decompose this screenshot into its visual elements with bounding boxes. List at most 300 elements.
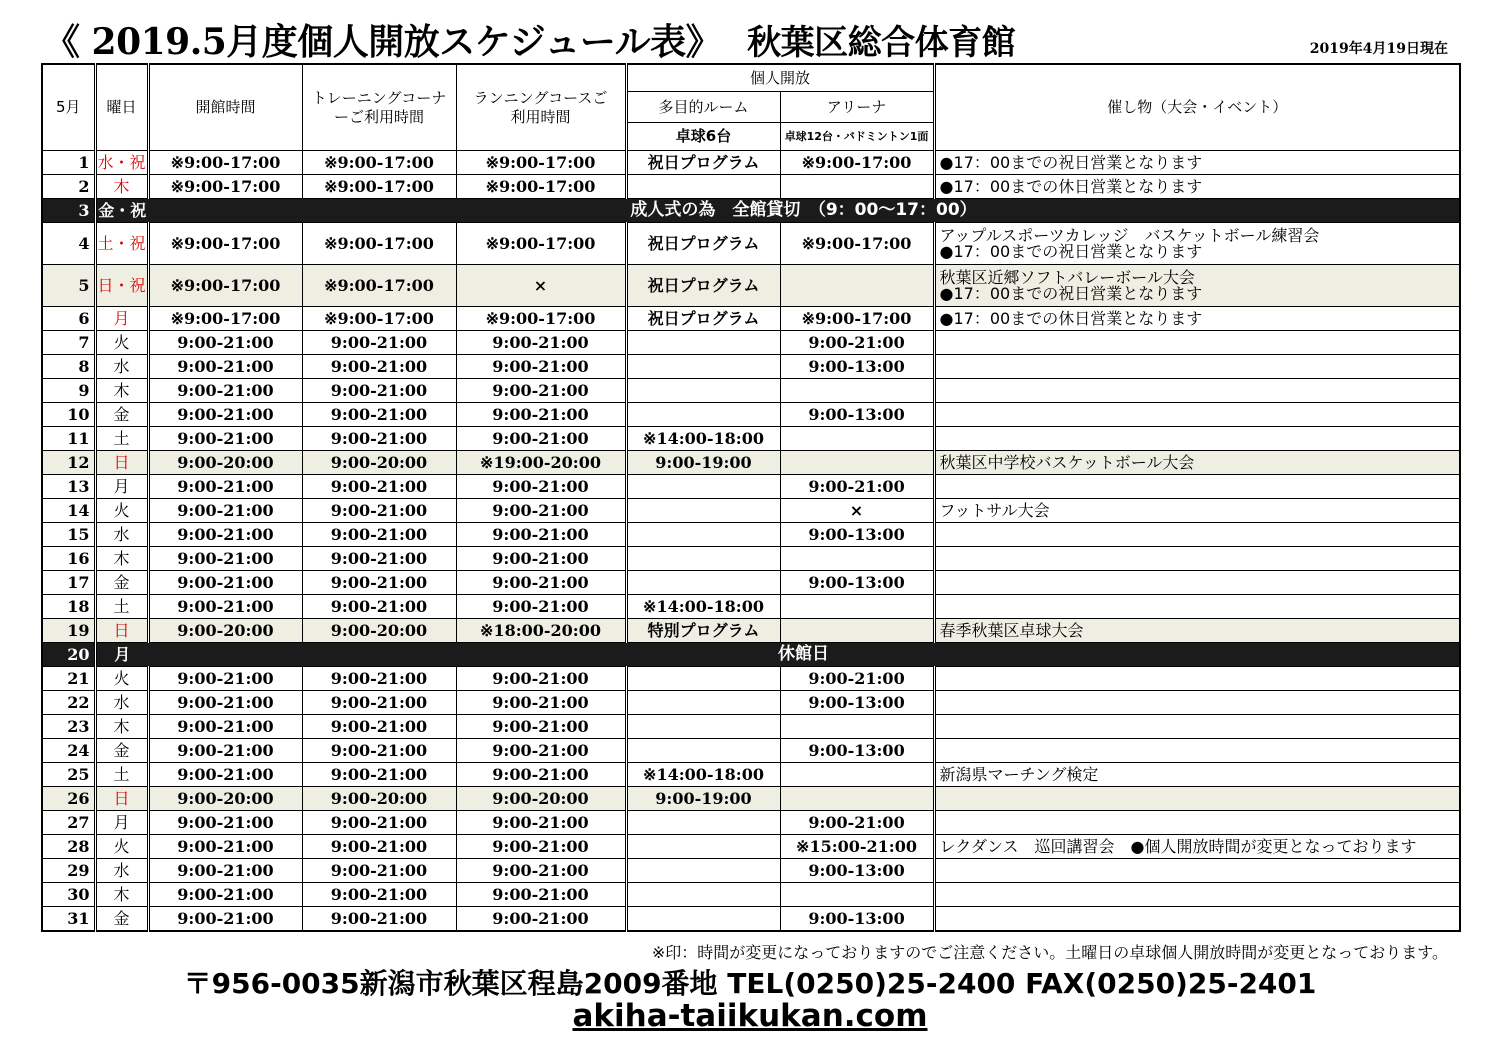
multi-room-hours — [626, 523, 780, 547]
schedule-row — [42, 223, 1460, 265]
weekday: 土・祝 — [95, 223, 148, 265]
schedule-row — [42, 811, 1460, 835]
running-hours: 9:00-21:00 — [456, 571, 626, 595]
schedule-rows — [42, 151, 1460, 932]
arena-hours — [780, 547, 934, 571]
running-hours: 9:00-21:00 — [456, 595, 626, 619]
opening-hours: 9:00-21:00 — [148, 883, 302, 907]
arena-hours — [780, 451, 934, 475]
multi-room-hours — [626, 475, 780, 499]
training-hours: 9:00-21:00 — [302, 571, 456, 595]
day-number: 12 — [42, 451, 95, 475]
multi-room-hours — [626, 331, 780, 355]
multi-room-hours — [626, 691, 780, 715]
arena-hours: 9:00-13:00 — [780, 571, 934, 595]
schedule-row — [42, 907, 1460, 932]
training-hours: 9:00-21:00 — [302, 379, 456, 403]
event-cell — [934, 691, 1460, 715]
day-number: 19 — [42, 619, 95, 643]
header-arena-sub: 卓球12台・バドミントン1面 — [780, 123, 934, 151]
training-hours: 9:00-21:00 — [302, 475, 456, 499]
arena-hours: 9:00-13:00 — [780, 907, 934, 932]
opening-hours: 9:00-21:00 — [148, 691, 302, 715]
event-cell — [934, 787, 1460, 811]
event-cell — [934, 859, 1460, 883]
day-number: 13 — [42, 475, 95, 499]
opening-hours: 9:00-20:00 — [148, 451, 302, 475]
multi-room-hours: ※14:00-18:00 — [626, 427, 780, 451]
schedule-row — [42, 739, 1460, 763]
event-cell — [934, 475, 1460, 499]
opening-hours: 9:00-21:00 — [148, 499, 302, 523]
training-hours: 9:00-21:00 — [302, 547, 456, 571]
title-text: 《 2019.5月度個人開放スケジュール表》 — [44, 21, 722, 63]
event-cell — [934, 523, 1460, 547]
footer-note: ※印：時間が変更になっておりますのでご注意ください。土曜日の卓球個人開放時間が変更となっております。 — [651, 943, 1448, 962]
schedule-row — [42, 859, 1460, 883]
training-hours: ※9:00-17:00 — [302, 223, 456, 265]
opening-hours: 9:00-21:00 — [148, 355, 302, 379]
event-line: 春季秋葉区卓球大会 — [939, 620, 1084, 640]
multi-room-hours — [626, 859, 780, 883]
running-hours: 9:00-21:00 — [456, 499, 626, 523]
multi-room-hours — [626, 379, 780, 403]
day-number: 7 — [42, 331, 95, 355]
arena-hours: × — [780, 499, 934, 523]
weekday: 金 — [95, 739, 148, 763]
header-weekday: 曜日 — [95, 64, 148, 151]
running-hours: ※9:00-17:00 — [456, 223, 626, 265]
day-number: 8 — [42, 355, 95, 379]
weekday: 土 — [95, 763, 148, 787]
event-cell — [934, 811, 1460, 835]
day-number: 30 — [42, 883, 95, 907]
arena-hours — [780, 787, 934, 811]
running-hours: 9:00-21:00 — [456, 811, 626, 835]
event-line: 新潟県マーチング検定 — [939, 764, 1099, 784]
multi-room-hours: 9:00-19:00 — [626, 787, 780, 811]
opening-hours: 9:00-21:00 — [148, 763, 302, 787]
running-hours: 9:00-21:00 — [456, 547, 626, 571]
multi-room-hours — [626, 907, 780, 932]
schedule-row — [42, 547, 1460, 571]
opening-hours: 9:00-21:00 — [148, 739, 302, 763]
training-hours: 9:00-21:00 — [302, 907, 456, 932]
event-line: ●17：00までの祝日営業となります — [939, 152, 1203, 172]
address: 〒956-0035新潟市秋葉区程島2009番地 TEL(0250)25-2400 FAX(0250)25-2401 — [183, 967, 1317, 1000]
multi-room-hours: 9:00-19:00 — [626, 451, 780, 475]
event-line: フットサル大会 — [939, 500, 1050, 520]
weekday: 火 — [95, 667, 148, 691]
weekday: 水 — [95, 691, 148, 715]
running-hours: 9:00-21:00 — [456, 403, 626, 427]
running-hours: 9:00-21:00 — [456, 835, 626, 859]
event-line: ●17：00までの休日営業となります — [939, 176, 1203, 196]
event-cell — [934, 223, 1460, 265]
arena-hours: 9:00-13:00 — [780, 355, 934, 379]
schedule-row — [42, 499, 1460, 523]
opening-hours: 9:00-21:00 — [148, 475, 302, 499]
opening-hours: 9:00-21:00 — [148, 403, 302, 427]
as-of-date: 2019年4月19日現在 — [1309, 41, 1448, 57]
multi-room-hours: ※14:00-18:00 — [626, 595, 780, 619]
weekday: 木 — [95, 715, 148, 739]
day-number: 16 — [42, 547, 95, 571]
training-hours: 9:00-21:00 — [302, 331, 456, 355]
running-hours: 9:00-21:00 — [456, 883, 626, 907]
schedule-row — [42, 619, 1460, 643]
multi-room-hours — [626, 499, 780, 523]
arena-hours — [780, 715, 934, 739]
weekday: 日 — [95, 787, 148, 811]
training-hours: 9:00-21:00 — [302, 427, 456, 451]
schedule-row — [42, 571, 1460, 595]
weekday: 日・祝 — [95, 265, 148, 307]
running-hours: 9:00-21:00 — [456, 907, 626, 932]
running-hours: × — [456, 265, 626, 307]
training-hours: 9:00-21:00 — [302, 499, 456, 523]
header-multi-sub: 卓球6台 — [626, 123, 780, 151]
opening-hours: 9:00-21:00 — [148, 571, 302, 595]
event-line: ●17：00までの祝日営業となります — [939, 241, 1203, 261]
training-hours: 9:00-21:00 — [302, 859, 456, 883]
event-cell — [934, 595, 1460, 619]
weekday: 木 — [95, 883, 148, 907]
opening-hours: ※9:00-17:00 — [148, 307, 302, 331]
running-hours: 9:00-21:00 — [456, 691, 626, 715]
schedule-row — [42, 331, 1460, 355]
multi-room-hours — [626, 811, 780, 835]
event-cell — [934, 175, 1460, 199]
opening-hours: 9:00-21:00 — [148, 331, 302, 355]
day-number: 9 — [42, 379, 95, 403]
weekday: 土 — [95, 427, 148, 451]
facility-name: 秋葉区総合体育館 — [747, 23, 1016, 63]
header-personal: 個人開放 — [626, 64, 934, 92]
multi-room-hours — [626, 355, 780, 379]
event-cell — [934, 499, 1460, 523]
day-number: 20 — [42, 643, 95, 667]
multi-room-hours — [626, 883, 780, 907]
header-events: 催し物（大会・イベント） — [934, 64, 1460, 151]
schedule-row — [42, 763, 1460, 787]
weekday: 火 — [95, 499, 148, 523]
running-hours: 9:00-21:00 — [456, 379, 626, 403]
opening-hours: 9:00-21:00 — [148, 379, 302, 403]
day-number: 24 — [42, 739, 95, 763]
schedule-row — [42, 175, 1460, 199]
multi-room-hours: 祝日プログラム — [626, 151, 780, 175]
weekday: 木 — [95, 547, 148, 571]
schedule-row — [42, 451, 1460, 475]
header-training: トレーニングコーナーご利用時間 — [302, 64, 456, 151]
running-hours: ※9:00-17:00 — [456, 175, 626, 199]
event-cell — [934, 835, 1460, 859]
schedule-row — [42, 667, 1460, 691]
event-cell — [934, 355, 1460, 379]
schedule-row — [42, 265, 1460, 307]
schedule-row — [42, 403, 1460, 427]
schedule-table — [41, 63, 1461, 932]
event-line: レクダンス 巡回講習会 ●個人開放時間が変更となっております — [939, 836, 1417, 856]
running-hours: 9:00-21:00 — [456, 523, 626, 547]
event-cell — [934, 667, 1460, 691]
event-line: 秋葉区中学校バスケットボール大会 — [939, 452, 1195, 472]
arena-hours: 9:00-13:00 — [780, 859, 934, 883]
day-number: 21 — [42, 667, 95, 691]
event-line: 秋葉区近郷ソフトバレーボール大会 — [939, 267, 1195, 287]
schedule-row — [42, 307, 1460, 331]
opening-hours: 9:00-21:00 — [148, 715, 302, 739]
day-number: 26 — [42, 787, 95, 811]
schedule-row — [42, 151, 1460, 175]
training-hours: 9:00-21:00 — [302, 403, 456, 427]
running-hours: 9:00-21:00 — [456, 763, 626, 787]
running-hours: 9:00-21:00 — [456, 739, 626, 763]
opening-hours: 9:00-21:00 — [148, 859, 302, 883]
training-hours: ※9:00-17:00 — [302, 307, 456, 331]
arena-hours — [780, 763, 934, 787]
opening-hours: 9:00-21:00 — [148, 811, 302, 835]
running-hours: 9:00-21:00 — [456, 427, 626, 451]
training-hours: 9:00-20:00 — [302, 787, 456, 811]
event-cell — [934, 739, 1460, 763]
opening-hours: 9:00-21:00 — [148, 667, 302, 691]
weekday: 火 — [95, 331, 148, 355]
schedule-row — [42, 835, 1460, 859]
arena-hours: 9:00-21:00 — [780, 811, 934, 835]
training-hours: ※9:00-17:00 — [302, 175, 456, 199]
page-title — [44, 14, 1015, 65]
opening-hours: 9:00-20:00 — [148, 787, 302, 811]
opening-hours: 9:00-20:00 — [148, 619, 302, 643]
multi-room-hours — [626, 571, 780, 595]
schedule-row — [42, 199, 1460, 223]
training-hours: 9:00-21:00 — [302, 739, 456, 763]
event-cell — [934, 715, 1460, 739]
arena-hours — [780, 619, 934, 643]
running-hours: 9:00-21:00 — [456, 475, 626, 499]
day-number: 31 — [42, 907, 95, 932]
multi-room-hours — [626, 547, 780, 571]
running-hours: 9:00-21:00 — [456, 667, 626, 691]
training-hours: 9:00-20:00 — [302, 451, 456, 475]
running-hours: ※19:00-20:00 — [456, 451, 626, 475]
weekday: 木 — [95, 379, 148, 403]
event-cell — [934, 883, 1460, 907]
training-hours: 9:00-21:00 — [302, 715, 456, 739]
event-line: アップルスポーツカレッジ バスケットボール練習会 — [939, 225, 1320, 245]
event-cell — [934, 265, 1460, 307]
event-cell — [934, 907, 1460, 932]
weekday: 木 — [95, 175, 148, 199]
event-line: ●17：00までの祝日営業となります — [939, 283, 1203, 303]
event-cell — [934, 307, 1460, 331]
arena-hours: ※9:00-17:00 — [780, 307, 934, 331]
weekday: 土 — [95, 595, 148, 619]
day-number: 1 — [42, 151, 95, 175]
running-hours: ※18:00-20:00 — [456, 619, 626, 643]
arena-hours: 9:00-13:00 — [780, 739, 934, 763]
training-hours: 9:00-21:00 — [302, 811, 456, 835]
schedule-row — [42, 715, 1460, 739]
day-number: 27 — [42, 811, 95, 835]
day-number: 28 — [42, 835, 95, 859]
multi-room-hours — [626, 175, 780, 199]
running-hours: 9:00-21:00 — [456, 859, 626, 883]
training-hours: ※9:00-17:00 — [302, 265, 456, 307]
multi-room-hours — [626, 835, 780, 859]
opening-hours: ※9:00-17:00 — [148, 223, 302, 265]
arena-hours: ※9:00-17:00 — [780, 151, 934, 175]
closure-banner: 成人式の為 全館貸切 （9：00～17：00） — [148, 199, 1460, 223]
schedule-row — [42, 523, 1460, 547]
day-number: 5 — [42, 265, 95, 307]
weekday: 水・祝 — [95, 151, 148, 175]
training-hours: 9:00-21:00 — [302, 691, 456, 715]
day-number: 17 — [42, 571, 95, 595]
arena-hours — [780, 427, 934, 451]
weekday: 金 — [95, 907, 148, 932]
weekday: 月 — [95, 475, 148, 499]
multi-room-hours — [626, 715, 780, 739]
weekday: 金・祝 — [95, 199, 148, 223]
day-number: 18 — [42, 595, 95, 619]
multi-room-hours: 特別プログラム — [626, 619, 780, 643]
running-hours: 9:00-21:00 — [456, 331, 626, 355]
website-link[interactable]: akiha-taiikukan.com — [572, 998, 928, 1034]
day-number: 15 — [42, 523, 95, 547]
arena-hours: 9:00-21:00 — [780, 331, 934, 355]
schedule-row — [42, 475, 1460, 499]
opening-hours: 9:00-21:00 — [148, 523, 302, 547]
weekday: 日 — [95, 451, 148, 475]
day-number: 11 — [42, 427, 95, 451]
day-number: 2 — [42, 175, 95, 199]
training-hours: 9:00-21:00 — [302, 595, 456, 619]
running-hours: ※9:00-17:00 — [456, 307, 626, 331]
schedule-row — [42, 595, 1460, 619]
arena-hours: 9:00-21:00 — [780, 667, 934, 691]
event-cell — [934, 151, 1460, 175]
day-number: 29 — [42, 859, 95, 883]
arena-hours: ※15:00-21:00 — [780, 835, 934, 859]
day-number: 25 — [42, 763, 95, 787]
weekday: 月 — [95, 307, 148, 331]
multi-room-hours: 祝日プログラム — [626, 223, 780, 265]
event-cell — [934, 619, 1460, 643]
event-line: ●17：00までの休日営業となります — [939, 308, 1203, 328]
training-hours: 9:00-21:00 — [302, 883, 456, 907]
event-cell — [934, 451, 1460, 475]
weekday: 水 — [95, 523, 148, 547]
schedule-row — [42, 643, 1460, 667]
arena-hours: 9:00-21:00 — [780, 475, 934, 499]
day-number: 22 — [42, 691, 95, 715]
opening-hours: 9:00-21:00 — [148, 547, 302, 571]
day-number: 14 — [42, 499, 95, 523]
event-cell — [934, 331, 1460, 355]
arena-hours — [780, 883, 934, 907]
multi-room-hours — [626, 403, 780, 427]
schedule-row — [42, 379, 1460, 403]
arena-hours — [780, 175, 934, 199]
running-hours: 9:00-21:00 — [456, 715, 626, 739]
day-number: 4 — [42, 223, 95, 265]
schedule-row — [42, 787, 1460, 811]
opening-hours: ※9:00-17:00 — [148, 151, 302, 175]
header-hours: 開館時間 — [148, 64, 302, 151]
opening-hours: ※9:00-17:00 — [148, 175, 302, 199]
running-hours: ※9:00-17:00 — [456, 151, 626, 175]
schedule-row — [42, 691, 1460, 715]
arena-hours: 9:00-13:00 — [780, 691, 934, 715]
opening-hours: ※9:00-17:00 — [148, 265, 302, 307]
weekday: 水 — [95, 355, 148, 379]
arena-hours — [780, 265, 934, 307]
weekday: 金 — [95, 403, 148, 427]
arena-hours: 9:00-13:00 — [780, 523, 934, 547]
closure-banner: 休館日 — [148, 643, 1460, 667]
arena-hours: ※9:00-17:00 — [780, 223, 934, 265]
training-hours: ※9:00-17:00 — [302, 151, 456, 175]
weekday: 金 — [95, 571, 148, 595]
training-hours: 9:00-21:00 — [302, 667, 456, 691]
header-multi-room: 多目的ルーム — [626, 92, 780, 123]
schedule-row — [42, 355, 1460, 379]
arena-hours: 9:00-13:00 — [780, 403, 934, 427]
multi-room-hours — [626, 667, 780, 691]
weekday: 月 — [95, 643, 148, 667]
event-cell — [934, 571, 1460, 595]
arena-hours — [780, 379, 934, 403]
training-hours: 9:00-21:00 — [302, 763, 456, 787]
training-hours: 9:00-20:00 — [302, 619, 456, 643]
header-month: 5月 — [42, 64, 95, 151]
training-hours: 9:00-21:00 — [302, 835, 456, 859]
weekday: 日 — [95, 619, 148, 643]
schedule-row — [42, 427, 1460, 451]
event-cell — [934, 379, 1460, 403]
opening-hours: 9:00-21:00 — [148, 835, 302, 859]
multi-room-hours: ※14:00-18:00 — [626, 763, 780, 787]
header-running: ランニングコースご利用時間 — [456, 64, 626, 151]
multi-room-hours — [626, 739, 780, 763]
weekday: 火 — [95, 835, 148, 859]
event-cell — [934, 427, 1460, 451]
multi-room-hours: 祝日プログラム — [626, 307, 780, 331]
day-number: 3 — [42, 199, 95, 223]
event-cell — [934, 547, 1460, 571]
event-cell — [934, 763, 1460, 787]
header-arena: アリーナ — [780, 92, 934, 123]
day-number: 23 — [42, 715, 95, 739]
opening-hours: 9:00-21:00 — [148, 907, 302, 932]
multi-room-hours: 祝日プログラム — [626, 265, 780, 307]
schedule-row — [42, 883, 1460, 907]
opening-hours: 9:00-21:00 — [148, 595, 302, 619]
weekday: 月 — [95, 811, 148, 835]
day-number: 10 — [42, 403, 95, 427]
opening-hours: 9:00-21:00 — [148, 427, 302, 451]
running-hours: 9:00-21:00 — [456, 355, 626, 379]
running-hours: 9:00-20:00 — [456, 787, 626, 811]
arena-hours — [780, 595, 934, 619]
weekday: 水 — [95, 859, 148, 883]
day-number: 6 — [42, 307, 95, 331]
training-hours: 9:00-21:00 — [302, 523, 456, 547]
training-hours: 9:00-21:00 — [302, 355, 456, 379]
